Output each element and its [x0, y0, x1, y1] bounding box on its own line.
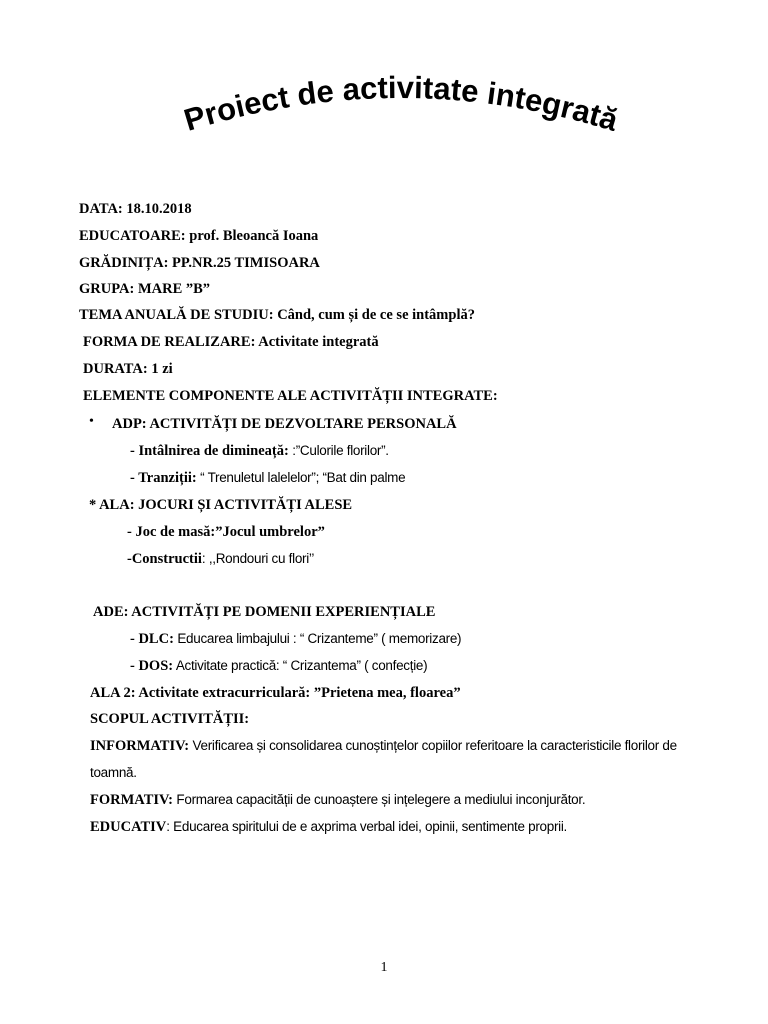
adp-item-label: - Intâlnirea de dimineață:	[130, 443, 289, 459]
ala-item-label: -Constructii	[127, 551, 202, 567]
formativ-line	[90, 791, 585, 809]
ade-item-label: - DOS:	[130, 658, 174, 674]
theme-line	[79, 306, 475, 324]
adp-item-label: - Tranziții:	[130, 470, 197, 486]
group-line	[79, 280, 210, 298]
duration-label: DURATA:	[83, 361, 148, 377]
duration-value: 1 zi	[151, 361, 173, 377]
adp-item	[130, 442, 389, 460]
date-label: DATA:	[79, 201, 123, 217]
ade-item	[130, 630, 461, 648]
formativ-text: Formarea capacității de cunoaștere și ințelegere a mediului inconjurător.	[172, 792, 586, 807]
adp-item-text: “ Trenuletul lalelelor”; “Bat din palme	[196, 470, 406, 485]
teacher-value: prof. Bleoancă Ioana	[189, 228, 319, 244]
teacher-label: EDUCATOARE:	[79, 228, 186, 244]
ala-item	[127, 550, 314, 568]
ala-item-label: - Joc de masă:”Jocul umbrelor”	[127, 524, 325, 540]
adp-item	[130, 469, 405, 487]
educativ-label: EDUCATIV	[90, 819, 167, 835]
form-line	[83, 333, 379, 351]
informativ-text-continued: toamnă.	[90, 765, 137, 780]
ade-item-text: Educarea limbajului : “ Crizanteme” ( memorizare)	[173, 631, 462, 646]
group-label: GRUPA:	[79, 281, 135, 297]
group-value: MARE ”B”	[137, 281, 211, 297]
teacher-line	[79, 227, 318, 245]
ade-item-label: - DLC:	[130, 631, 174, 647]
scope-heading: SCOPUL ACTIVITĂȚII:	[90, 711, 250, 727]
adp-heading: ADP: ACTIVITĂȚI DE DEZVOLTARE PERSONALĂ	[112, 416, 457, 432]
date-line	[79, 200, 192, 218]
formativ-label: FORMATIV:	[90, 792, 173, 808]
kindergarten-label: GRĂDINIȚA:	[79, 255, 169, 271]
page-number: 1	[380, 960, 388, 975]
informativ-line	[90, 737, 677, 755]
educativ-line	[90, 818, 567, 836]
theme-label: TEMA ANUALĂ DE STUDIU:	[79, 307, 274, 323]
kindergarten-value: PP.NR.25 TIMISOARA	[172, 255, 320, 271]
kindergarten-line	[79, 254, 320, 272]
ade-item-text: Activitate practică: “ Crizantema” ( confecție)	[173, 658, 428, 673]
duration-line	[83, 360, 173, 378]
document-title	[0, 68, 768, 158]
informativ-label: INFORMATIV:	[90, 738, 190, 754]
bullet-icon: •	[89, 414, 94, 429]
ala2-line: ALA 2: Activitate extracurriculară: ”Prietena mea, floarea”	[90, 685, 461, 701]
ala-item-text: : ,,Rondouri cu flori’’	[201, 551, 315, 566]
ala-heading: * ALA: JOCURI ȘI ACTIVITĂȚI ALESE	[89, 497, 353, 513]
components-heading: ELEMENTE COMPONENTE ALE ACTIVITĂȚII INTEGRATE:	[83, 388, 498, 404]
form-label: FORMA DE REALIZARE:	[83, 334, 256, 350]
date-value: 18.10.2018	[126, 201, 192, 217]
ade-item	[130, 657, 427, 675]
title-text: Proiect de activitate integrată	[180, 69, 622, 138]
ala-item	[127, 523, 325, 541]
informativ-text: Verificarea și consolidarea cunoștințelor copiilor referitoare la caracteristicile florilor de	[189, 738, 677, 753]
theme-value: Când, cum și de ce se intâmplă?	[277, 307, 475, 323]
adp-item-text: :”Culorile florilor”.	[288, 443, 389, 458]
ade-heading: ADE: ACTIVITĂȚI PE DOMENII EXPERIENȚIALE	[93, 604, 436, 620]
form-value: Activitate integrată	[258, 334, 379, 350]
educativ-text: : Educarea spiritului de e axprima verbal idei, opinii, sentimente proprii.	[166, 819, 567, 834]
arched-title-svg	[0, 68, 768, 158]
